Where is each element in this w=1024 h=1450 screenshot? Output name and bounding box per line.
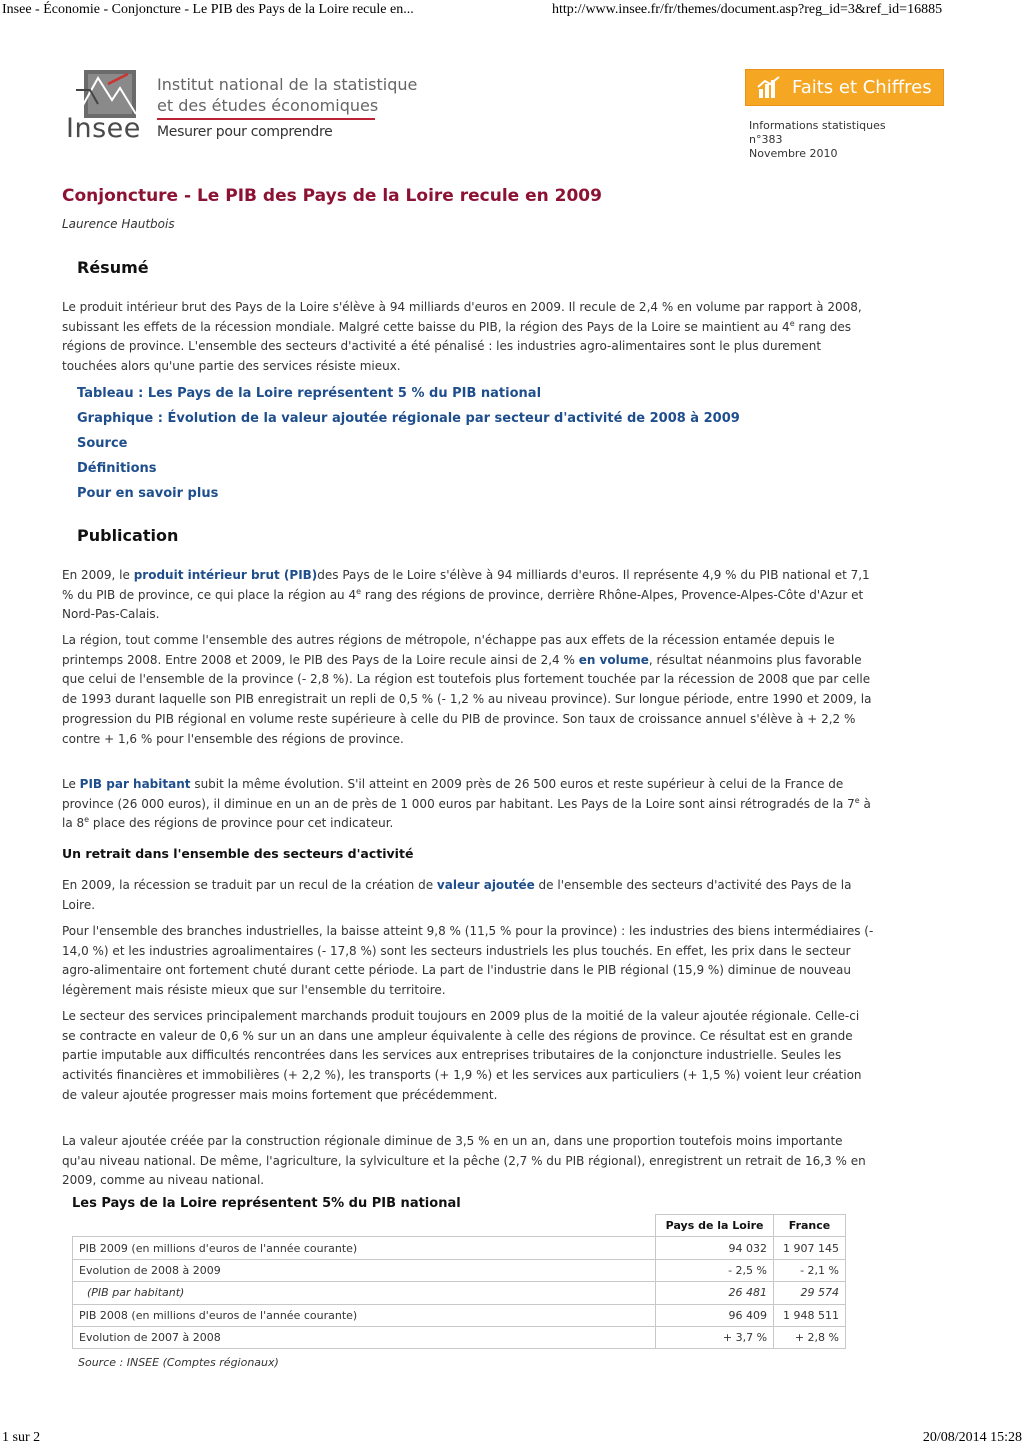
- institute-name-line2: et des études économiques: [157, 96, 379, 115]
- table-row: [73, 1237, 846, 1259]
- paragraph-services: Le secteur des services principalement marchands produit toujours en 2009 plus de la moitié de la valeur ajoutée régionale. Celle-ci se contracte en valeur de 0,6 % sur un an dans une ampleur équivalente à celle des régions de province. Ce résultat est en grande partie imputable aux difficultés rencontrées dans les services aux entreprises tributaires de la conjoncture industrielle. Seules les activités financières et immobilières (+ 2,2 %), les transports (+ 1,9 %) et les services aux particuliers (+ 1,5 %) voient leur création de valeur ajoutée progresser mais moins fortement que précédemment.: [62, 1009, 862, 1102]
- toc-link-source[interactable]: Source: [77, 436, 128, 451]
- print-header: [0, 2, 1024, 22]
- table-row: [73, 1259, 846, 1281]
- resume-heading: Résumé: [77, 258, 149, 277]
- article-author: Laurence Hautbois: [62, 217, 175, 231]
- publication-info: [749, 119, 886, 161]
- table-cell-france: - 2,1 %: [774, 1259, 846, 1281]
- info-date: Novembre 2010: [749, 147, 838, 160]
- insee-logo-text: Insee: [66, 113, 141, 144]
- table-cell-france: 1 907 145: [774, 1237, 846, 1259]
- p2-text-a: La région, tout comme l'ensemble des autres régions de métropole, n'échappe pas aux effets de la récession entamée depuis le printemps 2008. Entre 2008 et 2009, le PIB des Pays de la Loire recule ainsi de 2,4 %: [62, 633, 835, 667]
- table-cell-france: + 2,8 %: [774, 1326, 846, 1348]
- table-cell-region: 94 032: [656, 1237, 774, 1259]
- paragraph-valeur-ajoutee: [62, 876, 874, 915]
- p1-text-b: des Pays de le Loire s'élève à 94 milliards d'euros. Il représente 4,9 % du PIB national et 7,1 % du PIB de province, ce qui place la région au 4: [62, 568, 870, 602]
- p3-sup1: e: [854, 795, 860, 805]
- info-series: Informations statistiques: [749, 119, 886, 132]
- toc-link-graphique[interactable]: Graphique : Évolution de la valeur ajoutée régionale par secteur d'activité de 2008 à 2009: [77, 411, 740, 426]
- table-cell-label: PIB 2008 (en millions d'euros de l'année courante): [73, 1304, 656, 1326]
- p3-text-c: à la 8: [62, 796, 871, 831]
- resume-sup: e: [789, 318, 795, 328]
- print-footer: [0, 1430, 1024, 1450]
- p1-text-a: En 2009, le: [62, 568, 134, 582]
- table-cell-label: Evolution de 2008 à 2009: [73, 1259, 656, 1281]
- link-en-volume[interactable]: en volume: [578, 652, 649, 667]
- print-header-title: Insee - Économie - Conjoncture - Le PIB des Pays de la Loire recule en...: [2, 2, 414, 17]
- table-header-empty: [73, 1215, 656, 1237]
- pib-table: [72, 1214, 846, 1349]
- tagline: Mesurer pour comprendre: [157, 124, 333, 140]
- p2-text-b: , résultat néanmoins plus favorable que celui de l'ensemble de la province (- 2,8 %). La région est toutefois plus fortement touchée par la récession de 2008 que par celle de 1993 durant laquelle son PIB enregistrait un repli de 0,5 % (- 1,2 % au niveau province). Sur longue période, entre 1990 et 2009, la progression du PIB régional en volume reste supérieure à celle du PIB de province. Son taux de croissance annuel s'élève à + 2,2 % contre + 1,6 % pour l'ensemble des régions de province.: [62, 652, 872, 746]
- info-number: n°383: [749, 133, 783, 146]
- institute-divider: [157, 118, 375, 120]
- resume-text-a: Le produit intérieur brut des Pays de la Loire s'élève à 94 milliards d'euros en 2009. Il recule de 2,4 % en volume par rapport à 2008, subissant les effets de la récession mondiale. Malgré cette baisse du PIB, la région des Pays de la Loire se maintient au 4: [62, 300, 862, 334]
- link-produit-interieur-brut[interactable]: produit intérieur brut (PIB): [133, 568, 318, 582]
- paragraph-industrie: Pour l'ensemble des branches industrielles, la baisse atteint 9,8 % (11,5 % pour la province) : les industries des biens intermédiaires (- 14,0 %) et les industries agroalimentaires (- 17,8 %) sont les secteurs industriels les plus touchés. En effet, les prix dans le secteur agro-alimentaire ont fortement chuté durant cette période. La part de l'industrie dans le PIB régional (15,9 %) diminue de nouveau légèrement mais résiste mieux que sur l'ensemble du territoire.: [62, 924, 874, 998]
- toc-link-tableau[interactable]: Tableau : Les Pays de la Loire représentent 5 % du PIB national: [77, 386, 542, 401]
- table-cell-region: 26 481: [656, 1282, 774, 1304]
- table-header-region: Pays de la Loire: [656, 1215, 774, 1237]
- publication-heading: Publication: [77, 526, 179, 545]
- p3-text-d: place des régions de province pour cet indicateur.: [89, 816, 394, 831]
- resume-paragraph: [62, 298, 874, 377]
- paragraph-pib-habitant: [62, 775, 874, 834]
- table-cell-region: + 3,7 %: [656, 1326, 774, 1348]
- p3-text-b: subit la même évolution. S'il atteint en 2009 près de 26 500 euros et reste supérieur à celui de la France de province (26 000 euros), il diminue en un an de près de 1 000 euros par habitant. Les Pays de la Loire sont ainsi rétrogradés de la 7: [62, 777, 855, 811]
- print-footer-datetime: 20/08/2014 15:28: [922, 1430, 1022, 1445]
- paragraph-pib: [62, 566, 874, 625]
- paragraph-construction: La valeur ajoutée créée par la construction régionale diminue de 3,5 % en un an, dans une proportion toutefois moins importante qu'au niveau national. De même, l'agriculture, la sylviculture et la pêche (2,7 % du PIB régional), enregistrent un retrait de 16,3 % en 2009, comme au niveau national.: [62, 1134, 866, 1188]
- table-row: [73, 1304, 846, 1326]
- table-cell-region: - 2,5 %: [656, 1259, 774, 1281]
- table-cell-label: PIB 2009 (en millions d'euros de l'année courante): [73, 1237, 656, 1259]
- p1-sup: e: [356, 586, 362, 596]
- p3-text-a: Le: [62, 777, 80, 791]
- table-cell-region: 96 409: [656, 1304, 774, 1326]
- p4-text-b: de l'ensemble des secteurs d'activité des Pays de la Loire.: [62, 878, 852, 912]
- faits-et-chiffres-button[interactable]: [745, 69, 944, 106]
- table-header-row: [73, 1215, 846, 1237]
- institute-name: [157, 74, 417, 116]
- toc-link-definitions[interactable]: Définitions: [77, 461, 157, 476]
- insee-logo-mark: [68, 70, 138, 118]
- link-valeur-ajoutee[interactable]: valeur ajoutée: [436, 878, 535, 892]
- table-title: Les Pays de la Loire représentent 5% du PIB national: [72, 1196, 461, 1211]
- institute-name-line1: Institut national de la statistique: [157, 75, 418, 94]
- table-row: [73, 1326, 846, 1348]
- p3-sup2: e: [84, 815, 90, 825]
- print-footer-page: 1 sur 2: [2, 1430, 41, 1445]
- table-cell-label: (PIB par habitant): [73, 1282, 656, 1304]
- paragraph-recession: [62, 631, 874, 749]
- link-pib-par-habitant[interactable]: PIB par habitant: [79, 777, 191, 791]
- section-subheading: Un retrait dans l'ensemble des secteurs d'activité: [62, 846, 414, 861]
- faits-chart-icon: [756, 75, 782, 101]
- p4-text-a: En 2009, la récession se traduit par un recul de la création de: [62, 878, 437, 892]
- faits-label: Faits et Chiffres: [792, 77, 932, 98]
- table-cell-france: 1 948 511: [774, 1304, 846, 1326]
- toc-link-en-savoir-plus[interactable]: Pour en savoir plus: [77, 486, 219, 501]
- table-source: Source : INSEE (Comptes régionaux): [78, 1356, 279, 1369]
- table-row: [73, 1282, 846, 1304]
- table-cell-france: 29 574: [774, 1282, 846, 1304]
- resume-text-b: rang des régions de province. L'ensemble des secteurs d'activité a été pénalisé : les industries agro-alimentaires sont le plus durement touchées alors qu'une partie des services résiste mieux.: [62, 319, 851, 374]
- article-title: Conjoncture - Le PIB des Pays de la Loire recule en 2009: [62, 186, 602, 206]
- table-cell-label: Evolution de 2007 à 2008: [73, 1326, 656, 1348]
- print-header-url: http://www.insee.fr/fr/themes/document.asp?reg_id=3&ref_id=16885: [552, 2, 943, 17]
- p1-text-c: rang des régions de province, derrière Rhône-Alpes, Provence-Alpes-Côte d'Azur et Nord-Pas-Calais.: [62, 587, 864, 622]
- table-header-france: France: [774, 1215, 846, 1237]
